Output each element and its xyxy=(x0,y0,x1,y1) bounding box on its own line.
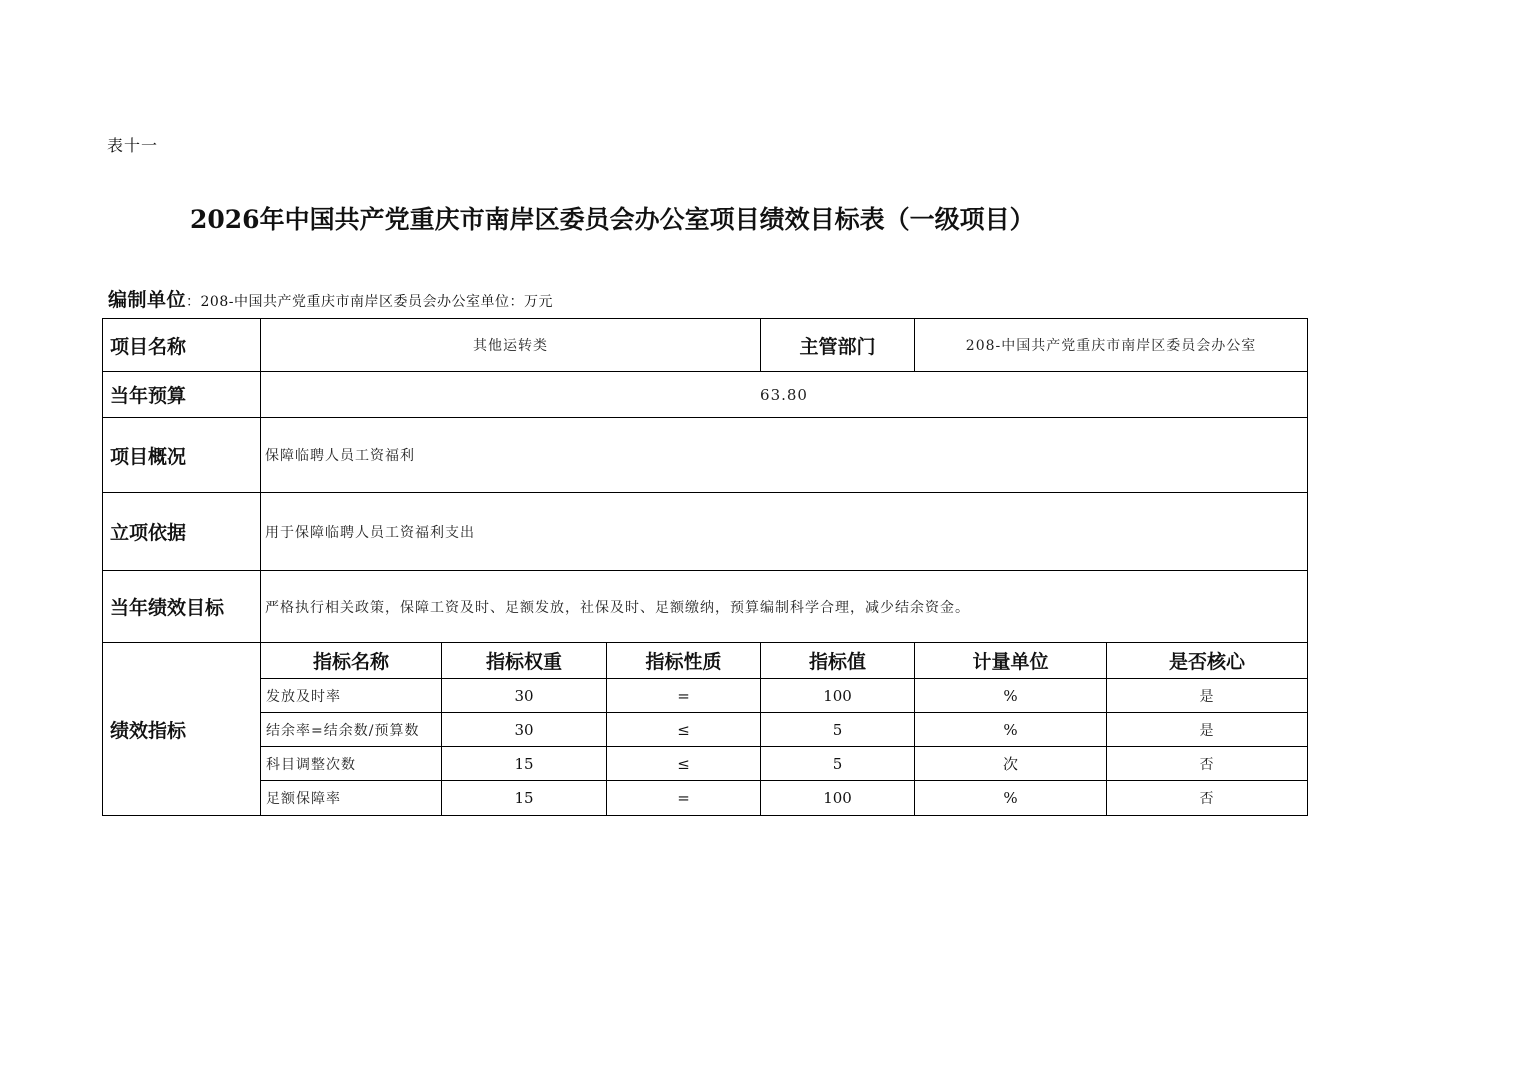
money-unit-label: 单位： xyxy=(480,294,524,310)
basis-value: 用于保障临聘人员工资福利支出 xyxy=(261,493,1308,571)
indicator-core: 否 xyxy=(1107,747,1308,781)
compile-unit-separator: ： xyxy=(186,294,201,310)
department-value: 208-中国共产党重庆市南岸区委员会办公室 xyxy=(915,319,1308,372)
indicator-name: 发放及时率 xyxy=(261,679,442,713)
table-row xyxy=(103,747,1308,781)
indicator-name: 足额保障率 xyxy=(261,781,442,816)
indicator-value: 100 xyxy=(761,679,915,713)
table-row xyxy=(103,679,1308,713)
indicator-nature: ≤ xyxy=(607,747,761,781)
budget-value: 63.80 xyxy=(261,372,1308,418)
project-name-value: 其他运转类 xyxy=(261,319,761,372)
indicator-value: 5 xyxy=(761,747,915,781)
indicator-core: 是 xyxy=(1107,713,1308,747)
page-title: 2026年中国共产党重庆市南岸区委员会办公室项目绩效目标表（一级项目） xyxy=(190,205,1035,234)
col-header-name: 指标名称 xyxy=(261,643,442,679)
table-number: 表十一 xyxy=(107,136,159,155)
basis-row xyxy=(103,493,1308,571)
compile-unit-value: 208-中国共产党重庆市南岸区委员会办公室 xyxy=(200,294,481,310)
indicator-nature: ≤ xyxy=(607,713,761,747)
basis-label: 立项依据 xyxy=(103,493,261,571)
col-header-value: 指标值 xyxy=(761,643,915,679)
goal-row xyxy=(103,571,1308,643)
indicator-unit: % xyxy=(915,781,1107,816)
overview-row xyxy=(103,418,1308,493)
indicator-name: 科目调整次数 xyxy=(261,747,442,781)
table-row xyxy=(103,713,1308,747)
performance-target-table xyxy=(102,318,1308,816)
goal-label: 当年绩效目标 xyxy=(103,571,261,643)
table-row xyxy=(103,781,1308,816)
project-name-row xyxy=(103,319,1308,372)
budget-label: 当年预算 xyxy=(103,372,261,418)
compile-unit-label: 编制单位 xyxy=(108,289,187,311)
col-header-unit: 计量单位 xyxy=(915,643,1107,679)
indicator-value: 100 xyxy=(761,781,915,816)
indicator-header-row xyxy=(103,643,1308,679)
indicator-section-label: 绩效指标 xyxy=(103,643,261,816)
budget-row xyxy=(103,372,1308,418)
indicator-value: 5 xyxy=(761,713,915,747)
indicator-nature: = xyxy=(607,781,761,816)
indicator-core: 否 xyxy=(1107,781,1308,816)
overview-label: 项目概况 xyxy=(103,418,261,493)
department-label: 主管部门 xyxy=(761,319,915,372)
goal-value: 严格执行相关政策，保障工资及时、足额发放，社保及时、足额缴纳，预算编制科学合理，减少结余资金。 xyxy=(261,571,1308,643)
indicator-name: 结余率=结余数/预算数 xyxy=(261,713,442,747)
indicator-weight: 30 xyxy=(442,713,607,747)
indicator-unit: 次 xyxy=(915,747,1107,781)
indicator-unit: % xyxy=(915,679,1107,713)
col-header-weight: 指标权重 xyxy=(442,643,607,679)
col-header-nature: 指标性质 xyxy=(607,643,761,679)
overview-value: 保障临聘人员工资福利 xyxy=(261,418,1308,493)
indicator-nature: = xyxy=(607,679,761,713)
indicator-core: 是 xyxy=(1107,679,1308,713)
indicator-weight: 15 xyxy=(442,781,607,816)
money-unit-value: 万元 xyxy=(523,294,553,310)
col-header-core: 是否核心 xyxy=(1107,643,1308,679)
indicator-unit: % xyxy=(915,713,1107,747)
indicator-weight: 30 xyxy=(442,679,607,713)
compile-unit-line xyxy=(108,285,553,312)
indicator-weight: 15 xyxy=(442,747,607,781)
project-name-label: 项目名称 xyxy=(103,319,261,372)
